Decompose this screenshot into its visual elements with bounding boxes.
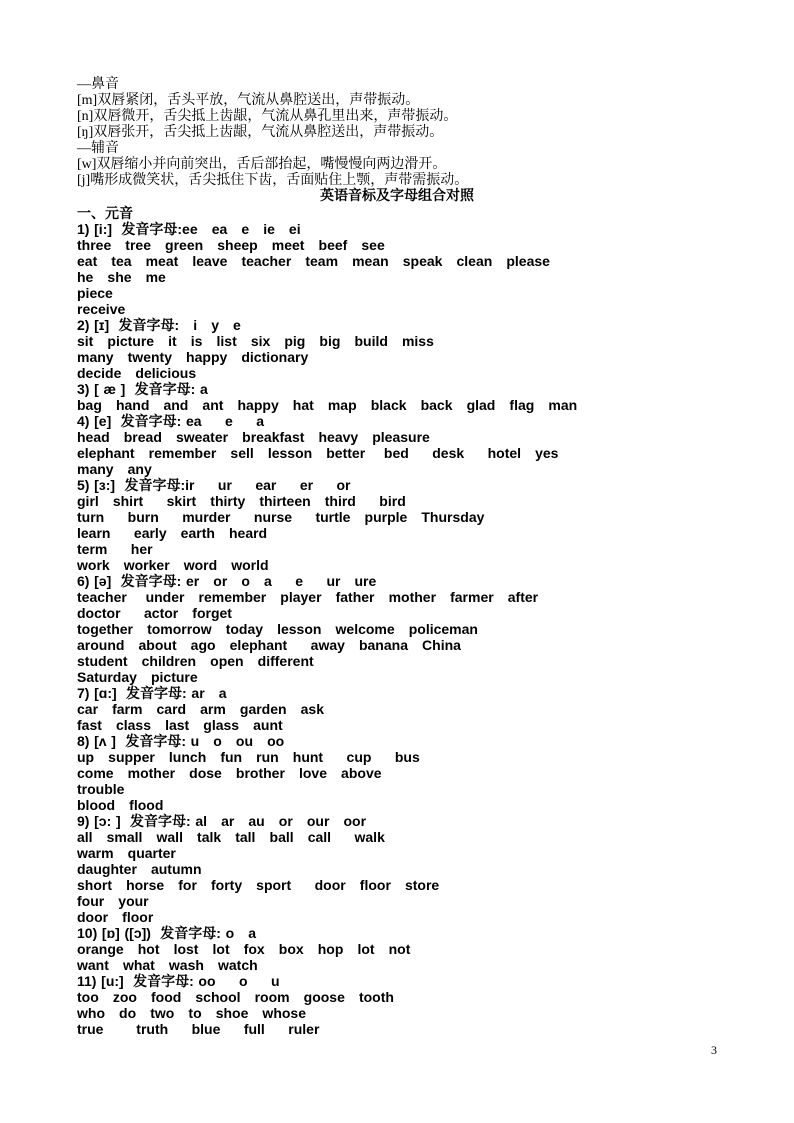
word-line: receive (77, 301, 126, 317)
vowel-group-11 (77, 973, 717, 1037)
word-line: want what wash watch (77, 957, 258, 973)
vowel-group-6 (77, 573, 717, 685)
vowel-group-5 (77, 477, 717, 573)
word-line: short horse for forty sport door floor store (77, 877, 440, 893)
word-line: doctor actor forget (77, 605, 232, 621)
word-line: teacher under remember player father mother farmer after (77, 589, 539, 605)
word-line: daughter autumn (77, 861, 202, 877)
vowel-heading: 7) [ɑ:] 发音字母: ar a (77, 685, 227, 701)
word-line: head bread sweater breakfast heavy pleasure (77, 429, 430, 445)
vowel-group-10 (77, 925, 717, 973)
word-line: come mother dose brother love above (77, 765, 382, 781)
word-line: student children open different (77, 653, 314, 669)
word-line: turn burn murder nurse turtle purple Thursday (77, 509, 485, 525)
word-line: many any (77, 461, 152, 477)
vowel-group-3 (77, 381, 717, 413)
word-line: car farm card arm garden ask (77, 701, 324, 717)
word-line: work worker word world (77, 557, 269, 573)
word-line: term her (77, 541, 153, 557)
word-line: all small wall talk tall ball call walk (77, 829, 385, 845)
word-line: too zoo food school room goose tooth (77, 989, 394, 1005)
vowel-heading: 2) [ɪ] 发音字母: i y e (77, 317, 241, 333)
nasal-heading: —鼻音 (77, 77, 119, 92)
consonant-item-j: [j]嘴形成微笑状，舌尖抵住下齿，舌面贴住上颚，声带需振动。 (77, 173, 469, 188)
word-line: together tomorrow today lesson welcome policeman (77, 621, 478, 637)
word-line: piece (77, 285, 113, 301)
vowel-heading: 10) [ɒ] ([ɔ]) 发音字母: o a (77, 925, 257, 941)
word-line: eat tea meat leave teacher team mean speak clean please (77, 253, 550, 269)
word-line: trouble (77, 781, 125, 797)
word-line: decide delicious (77, 365, 197, 381)
word-line: four your (77, 893, 149, 909)
word-line: three tree green sheep meet beef see (77, 237, 385, 253)
word-line: around about ago elephant away banana China (77, 637, 461, 653)
vowel-group-9 (77, 813, 717, 925)
word-line: up supper lunch fun run hunt cup bus (77, 749, 420, 765)
vowel-heading: 1) [i:] 发音字母:ee ea e ie ei (77, 221, 301, 237)
page-content (77, 77, 717, 1037)
word-line: sit picture it is list six pig big build miss (77, 333, 434, 349)
vowel-heading: 3) [ æ ] 发音字母: a (77, 381, 208, 397)
consonant-item-w: [w]双唇缩小并向前突出，舌后部抬起，嘴慢慢向两边滑开。 (77, 157, 447, 172)
consonant-heading: —辅音 (77, 141, 119, 156)
vowel-group-1 (77, 221, 717, 317)
word-line: blood flood (77, 797, 164, 813)
vowel-heading: 9) [ɔ: ] 发音字母: al ar au or our oor (77, 813, 367, 829)
vowel-group-8 (77, 733, 717, 813)
word-line: he she me (77, 269, 166, 285)
word-line: elephant remember sell lesson better bed desk hotel yes (77, 445, 559, 461)
word-line: warm quarter (77, 845, 176, 861)
nasal-item-m: [m]双唇紧闭，舌头平放，气流从鼻腔送出，声带振动。 (77, 93, 420, 108)
section-heading: 一、元音 (77, 205, 133, 221)
word-line: learn early earth heard (77, 525, 268, 541)
vowel-heading: 8) [ʌ ] 发音字母: u o ou oo (77, 733, 285, 749)
vowel-heading: 5) [ɜ:] 发音字母:ir ur ear er or (77, 477, 351, 493)
word-line: door floor (77, 909, 154, 925)
page-number: 3 (711, 1043, 717, 1057)
vowel-group-4 (77, 413, 717, 477)
word-line: Saturday picture (77, 669, 198, 685)
word-line: girl shirt skirt thirty thirteen third bird (77, 493, 406, 509)
nasal-item-ng: [ŋ]双唇张开，舌尖抵上齿龈，气流从鼻腔送出，声带振动。 (77, 125, 444, 140)
vowel-heading: 11) [u:] 发音字母: oo o u (77, 973, 280, 989)
vowel-heading: 6) [ə] 发音字母: er or o a e ur ure (77, 573, 377, 589)
vowel-heading: 4) [e] 发音字母: ea e a (77, 413, 265, 429)
word-line: orange hot lost lot fox box hop lot not (77, 941, 411, 957)
word-line: bag hand and ant happy hat map black back glad flag man (77, 397, 578, 413)
word-line: who do two to shoe whose (77, 1005, 306, 1021)
document-title: 英语音标及字母组合对照 (320, 189, 474, 204)
vowel-group-7 (77, 685, 717, 733)
vowel-group-2 (77, 317, 717, 381)
word-line: true truth blue full ruler (77, 1021, 320, 1037)
word-line: many twenty happy dictionary (77, 349, 309, 365)
word-line: fast class last glass aunt (77, 717, 283, 733)
nasal-item-n: [n]双唇微开，舌尖抵上齿龈，气流从鼻孔里出来，声带振动。 (77, 109, 458, 124)
